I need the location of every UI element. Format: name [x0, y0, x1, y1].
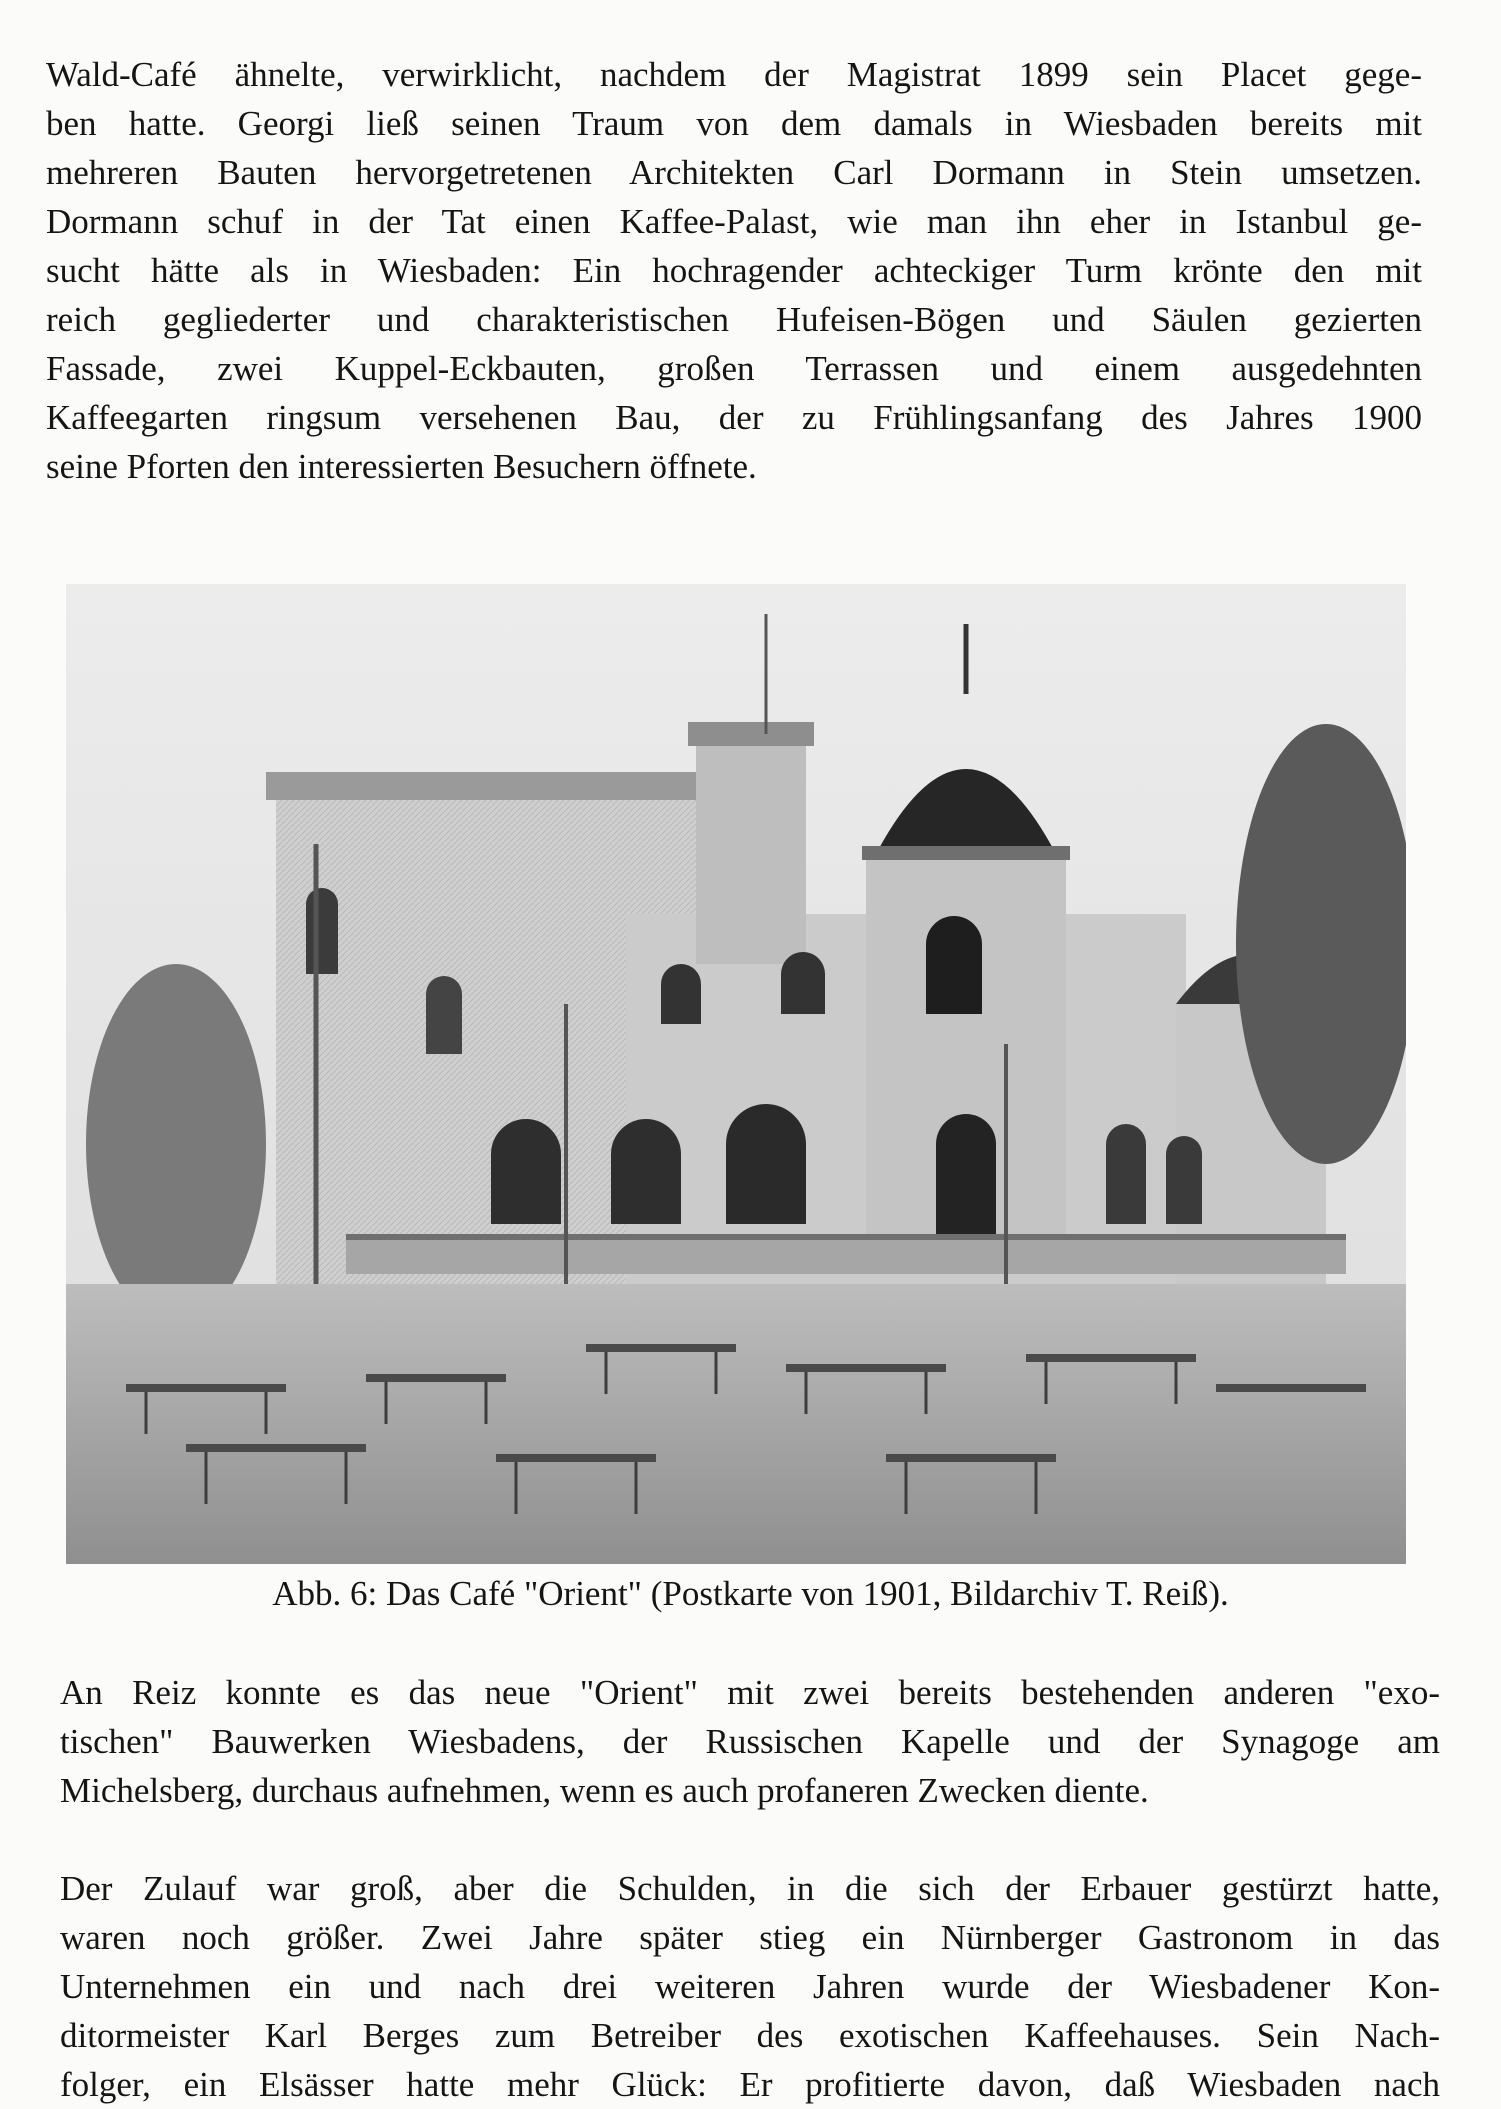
text-line: Der Zulauf war groß, aber die Schulden, in die sich der Erbauer gestürzt hatte,: [60, 1869, 1440, 1908]
text-line: ditormeister Karl Berges zum Betreiber des exotischen Kaffeehauses. Sein Nach-: [60, 2016, 1440, 2055]
text-line: folger, ein Elsässer hatte mehr Glück: Er profitierte davon, daß Wiesbaden nach: [60, 2065, 1440, 2104]
text-line: reich gegliederter und charakteristischen Hufeisen-Bögen und Säulen gezierten: [46, 300, 1422, 339]
text-line: waren noch größer. Zwei Jahre später stieg ein Nürnberger Gastronom in das: [60, 1918, 1440, 1957]
text-line: tischen" Bauwerken Wiesbadens, der Russischen Kapelle und der Synagoge am: [60, 1722, 1440, 1761]
text-line: ben hatte. Georgi ließ seinen Traum von dem damals in Wiesbaden bereits mit: [46, 104, 1422, 143]
text-line: Kaffeegarten ringsum versehenen Bau, der zu Frühlingsanfang des Jahres 1900: [46, 398, 1422, 437]
text-line: sucht hätte als in Wiesbaden: Ein hochragender achteckiger Turm krönte den mit: [46, 251, 1422, 290]
text-line: seine Pforten den interessierten Besuchern öffnete.: [46, 447, 757, 486]
text-line: Fassade, zwei Kuppel-Eckbauten, großen Terrassen und einem ausgedehnten: [46, 349, 1422, 388]
cafe-orient-building-illustration: [66, 584, 1406, 1564]
paragraph-3: [60, 1864, 1440, 2109]
paragraph-2: [60, 1668, 1440, 1815]
text-line: Dormann schuf in der Tat einen Kaffee-Palast, wie man ihn eher in Istanbul ge-: [46, 202, 1422, 241]
text-line: Michelsberg, durchaus aufnehmen, wenn es auch profaneren Zwecken diente.: [60, 1771, 1149, 1810]
figure-caption: Abb. 6: Das Café "Orient" (Postkarte von 1901, Bildarchiv T. Reiß).: [272, 1574, 1229, 1613]
text-line: An Reiz konnte es das neue "Orient" mit zwei bereits bestehenden anderen "exo-: [60, 1673, 1440, 1712]
text-line: mehreren Bauten hervorgetretenen Architekten Carl Dormann in Stein umsetzen.: [46, 153, 1422, 192]
text-line: Wald-Café ähnelte, verwirklicht, nachdem der Magistrat 1899 sein Placet gege-: [46, 55, 1422, 94]
postcard-photo: [66, 584, 1406, 1564]
text-line: Unternehmen ein und nach drei weiteren Jahren wurde der Wiesbadener Kon-: [60, 1967, 1440, 2006]
paragraph-1: [46, 50, 1422, 491]
